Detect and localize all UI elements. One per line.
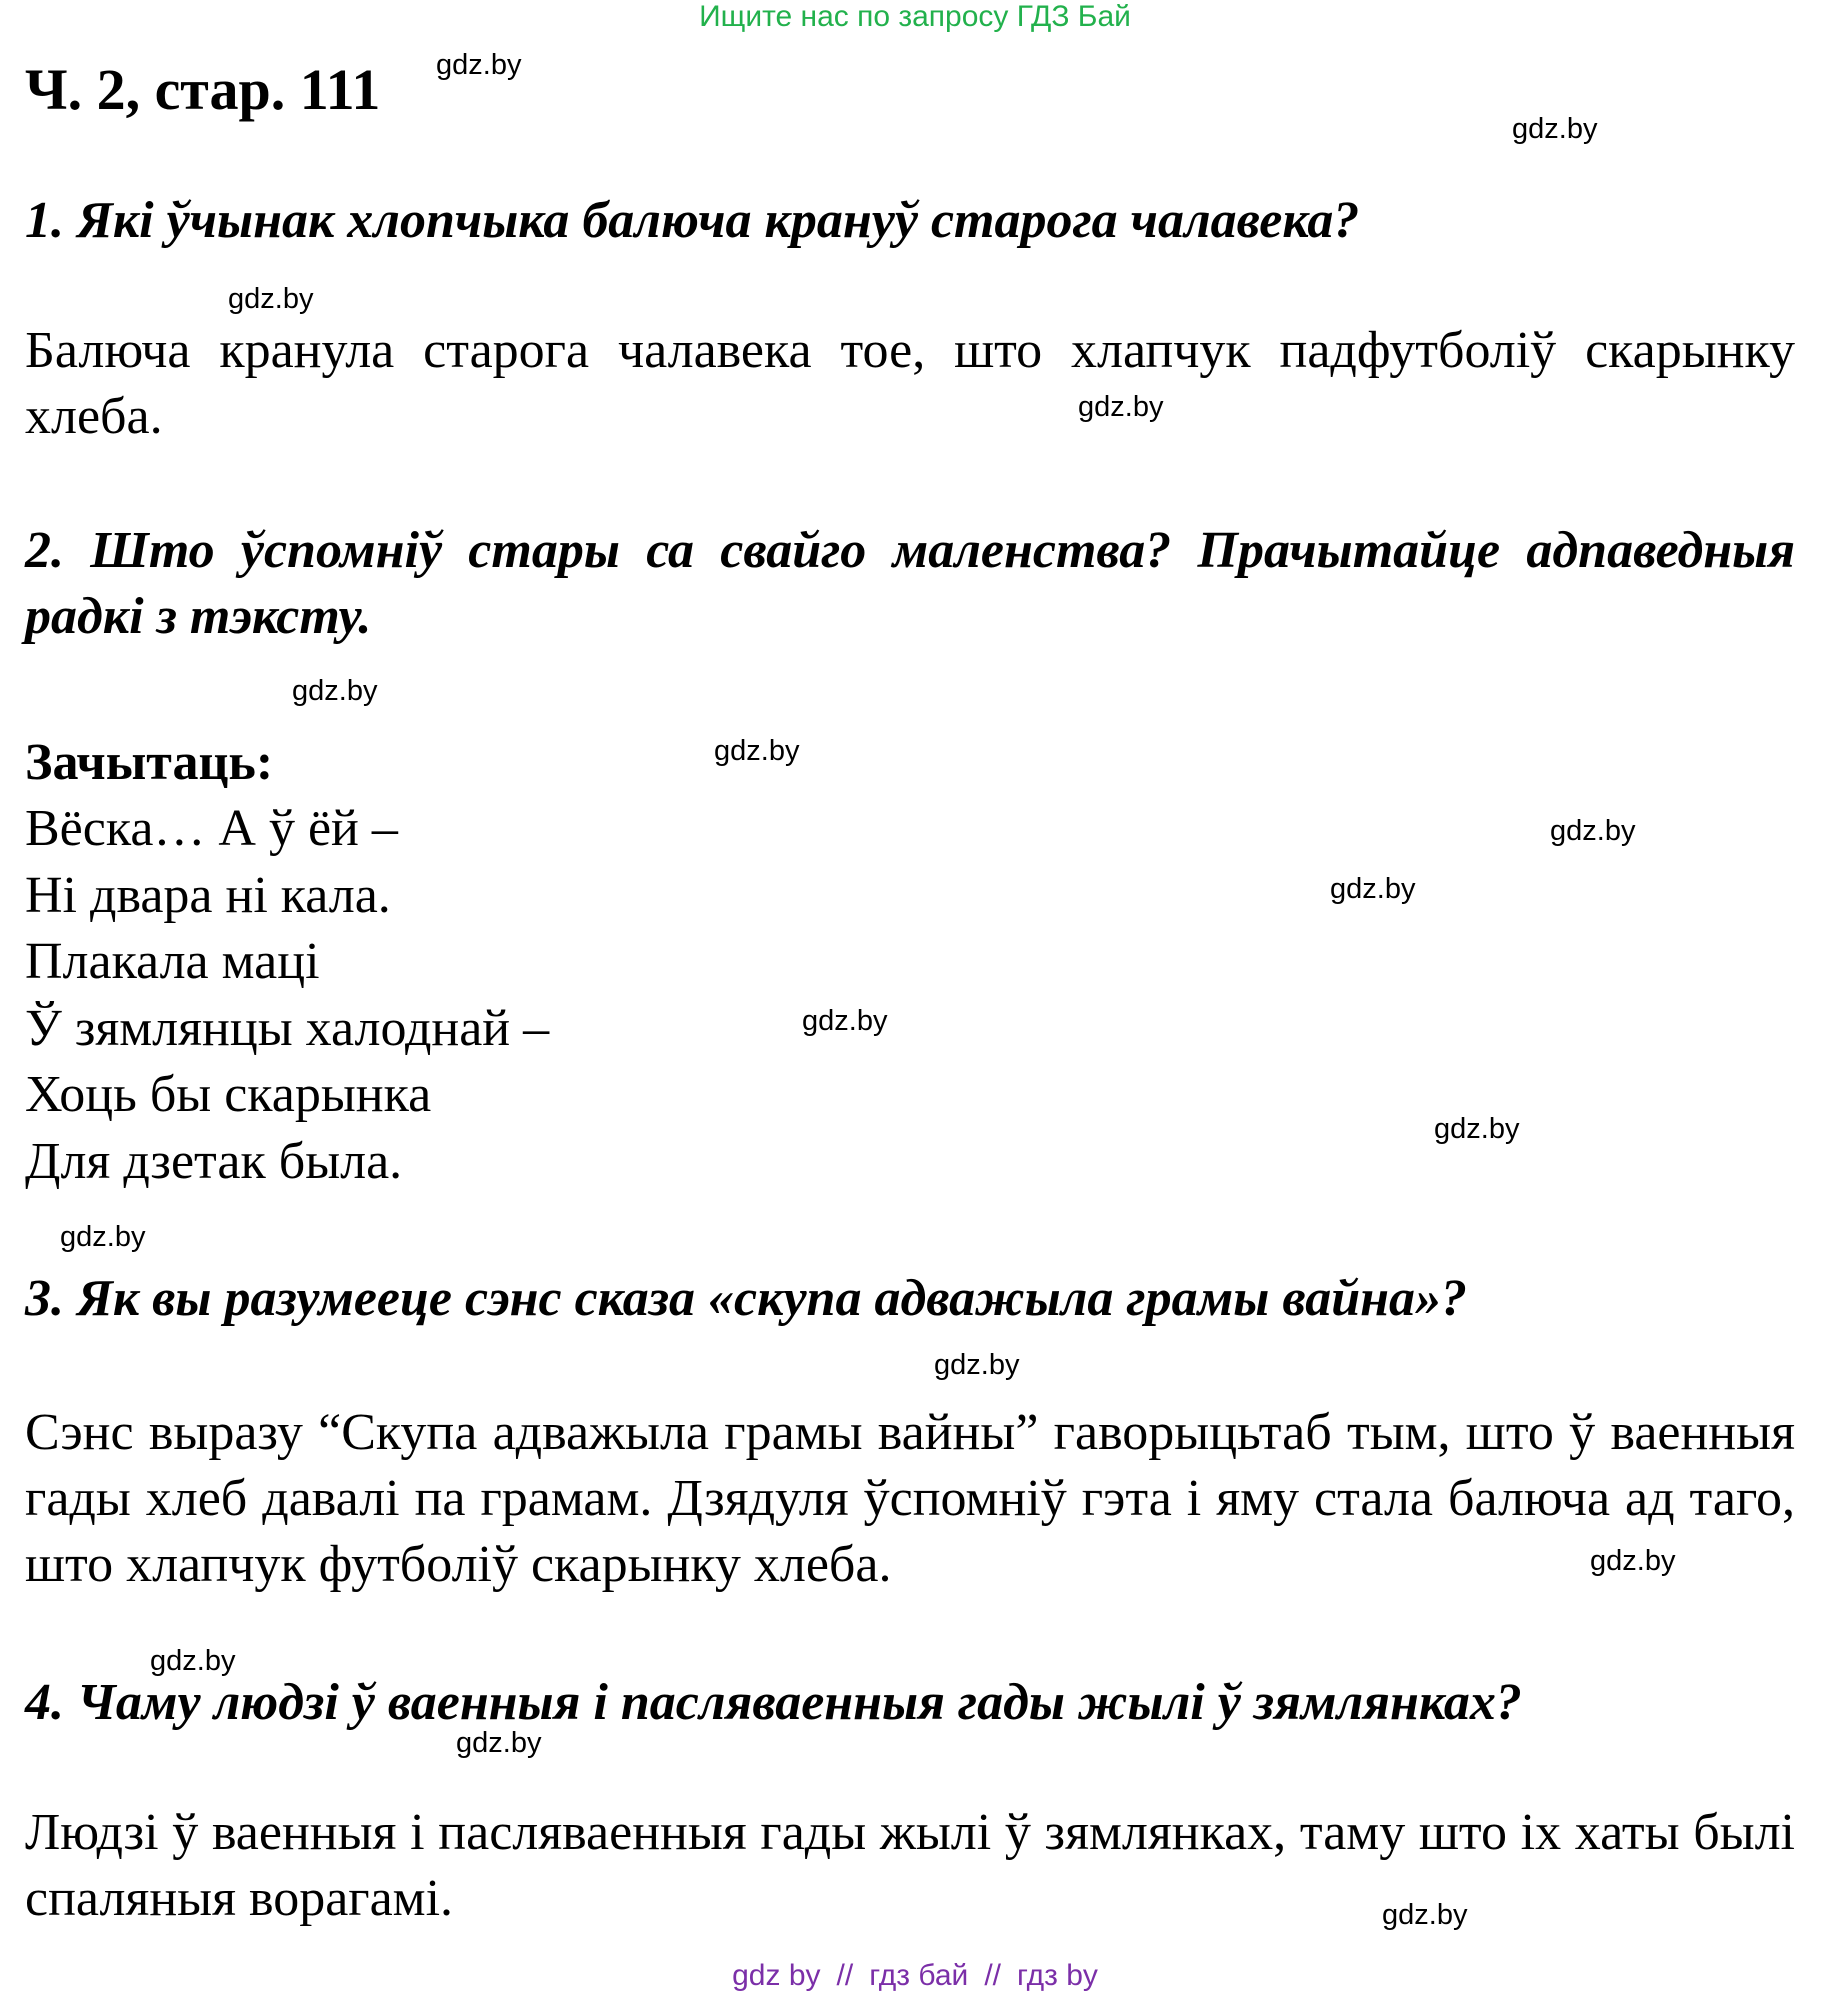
footer-separator: // (984, 1959, 1001, 1992)
poem-line: Ні двара ні кала. (25, 866, 391, 924)
watermark: gdz.by (934, 1349, 1020, 1381)
watermark: gdz.by (228, 283, 314, 315)
poem (25, 796, 549, 1195)
answer-1: Балюча кранула старога чалавека тое, што хлапчук падфутболіў скарынку хлеба. (25, 322, 1795, 445)
question-4: 4. Чаму людзі ў ваенныя і пасляваенныя гады жылі ў зямлянках? (25, 1674, 1522, 1731)
footer-separator: // (836, 1959, 854, 1992)
question-3: 3. Як вы разумееце сэнс сказа «скупа адважыла грамы вайна»? (25, 1270, 1467, 1327)
watermark: gdz.by (802, 1005, 888, 1037)
watermark: gdz.by (1512, 113, 1598, 145)
watermark: gdz.by (714, 735, 800, 767)
watermark: gdz.by (456, 1727, 542, 1759)
footer-link-gdz-by-cyr[interactable]: гдз by (1017, 1959, 1098, 1992)
watermark: gdz.by (1550, 815, 1636, 847)
watermark: gdz.by (150, 1645, 236, 1677)
answer-4: Людзі ў ваенныя і пасляваенныя гады жылі ў зямлянках, таму што іх хаты былі спаляныя ворагамі. (25, 1804, 1795, 1927)
watermark: gdz.by (1590, 1545, 1676, 1577)
question-2: 2. Што ўспомніў стары са свайго маленства? Прачытайце адпаведныя радкі з тэксту. (25, 522, 1795, 645)
poem-line: Ў зямлянцы халоднай – (25, 999, 550, 1057)
watermark: gdz.by (1382, 1899, 1468, 1931)
footer-link-gdz-by[interactable]: gdz by (732, 1959, 821, 1992)
poem-line: Вёска… А ў ёй – (25, 800, 398, 857)
watermark: gdz.by (292, 675, 378, 707)
footer-link-gdz-bai[interactable]: гдз бай (869, 1959, 969, 1992)
top-banner: Ищите нас по запросу ГДЗ Бай (699, 0, 1131, 33)
poem-line: Хоць бы скарынка (25, 1066, 432, 1123)
footer-links (0, 1958, 1830, 1994)
watermark: gdz.by (1434, 1113, 1520, 1145)
answer-3: Сэнс выразу “Скупа адважыла грамы вайны” гаворыцьтаб тым, што ў ваенныя гады хлеб давалі па грамам. Дзядуля ўспомніў гэта і яму стала балюча ад таго, што хлапчук футболіў скарынку хлеба. (25, 1404, 1795, 1593)
poem-line: Плакала маці (25, 933, 320, 990)
watermark: gdz.by (1078, 391, 1164, 423)
poem-line: Для дзетак была. (25, 1132, 403, 1190)
page-title: Ч. 2, стар. 111 (25, 57, 381, 122)
watermark: gdz.by (60, 1221, 146, 1253)
read-label: Зачытаць: (25, 734, 274, 791)
watermark: gdz.by (436, 49, 522, 81)
question-1: 1. Які ўчынак хлопчыка балюча крануў старога чалавека? (25, 192, 1360, 249)
watermark: gdz.by (1330, 873, 1416, 905)
